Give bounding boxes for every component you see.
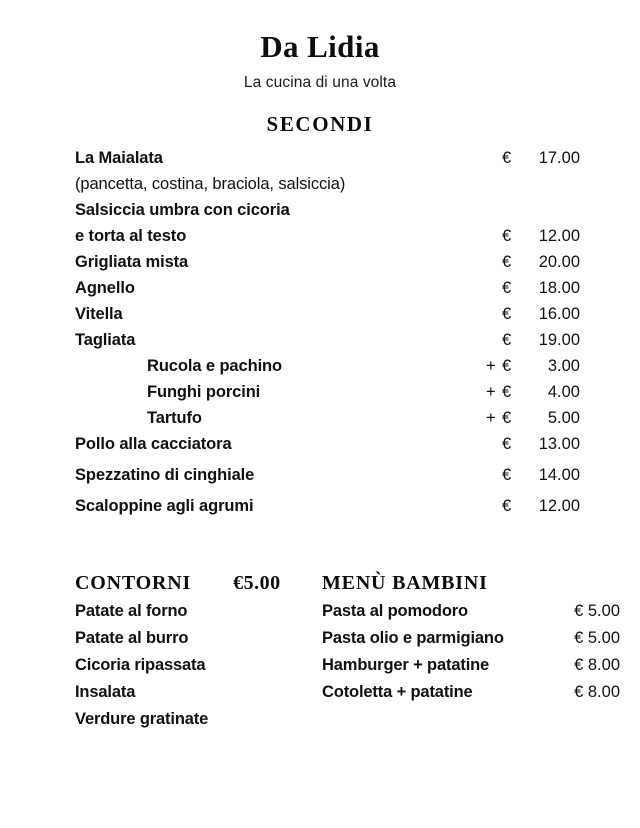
menu-item-name: Salsiccia umbra con cicoria (75, 201, 290, 220)
price-amount: 16.00 (538, 305, 580, 324)
list-item (322, 629, 620, 656)
menu-row (0, 305, 640, 331)
price-amount: 19.00 (538, 331, 580, 350)
menu-item-price (462, 149, 580, 168)
contorni-heading-label: CONTORNI (75, 572, 192, 595)
menu-item-name: Agnello (75, 279, 135, 298)
menu-item-name: Tagliata (75, 331, 136, 350)
price-amount: 13.00 (538, 435, 580, 454)
price-currency-symbol: € (502, 466, 512, 485)
menu-item-name: La Maialata (75, 149, 163, 168)
price-amount: 3.00 (547, 357, 580, 376)
menu-row (0, 331, 640, 357)
menu-row (0, 466, 640, 497)
menu-item-price (462, 253, 580, 272)
list-item-name: Verdure gratinate (75, 710, 209, 729)
list-item-name: Hamburger + patatine (322, 656, 490, 675)
price-amount: 14.00 (538, 466, 580, 485)
price-currency-symbol: € (502, 435, 512, 454)
list-item-price: € 5.00 (574, 629, 620, 648)
price-plus-sign: + (486, 357, 496, 376)
price-currency-symbol: € (502, 331, 512, 350)
menu-item-name: e torta al testo (75, 227, 187, 246)
price-amount: 12.00 (538, 227, 580, 246)
price-currency-symbol: € (502, 227, 512, 246)
list-item (322, 683, 620, 710)
price-amount: 18.00 (538, 279, 580, 298)
contorni-section (75, 572, 322, 737)
menu-item-price (462, 357, 580, 376)
menu-item-price (462, 497, 580, 516)
menu-row (0, 409, 640, 435)
list-item-name: Pasta olio e parmigiano (322, 629, 504, 648)
price-currency-symbol: € (502, 149, 512, 168)
price-amount: 12.00 (538, 497, 580, 516)
list-item-name: Insalata (75, 683, 136, 702)
menu-item-price (462, 435, 580, 454)
list-item-name: Cotoletta + patatine (322, 683, 473, 702)
menu-item-name: Pollo alla cacciatora (75, 435, 232, 454)
list-item (75, 710, 322, 737)
price-currency-symbol: € (502, 305, 512, 324)
price-amount: 5.00 (547, 409, 580, 428)
menu-bambini-section (322, 572, 620, 737)
menu-row (0, 149, 640, 175)
menu-item-price (462, 279, 580, 298)
list-item-name: Patate al forno (75, 602, 188, 621)
price-currency-symbol: € (502, 497, 512, 516)
section-heading-secondi: SECONDI (266, 112, 374, 137)
menu-item-price (462, 305, 580, 324)
price-amount: 4.00 (547, 383, 580, 402)
list-item (75, 629, 322, 656)
menu-row (0, 435, 640, 466)
menu-row (0, 253, 640, 279)
contorni-list (75, 602, 322, 737)
list-item-price: € 5.00 (574, 602, 620, 621)
price-amount: 17.00 (538, 149, 580, 168)
price-amount: 20.00 (538, 253, 580, 272)
price-plus-sign: + (486, 409, 496, 428)
menu-row (0, 175, 640, 201)
menu-row (0, 227, 640, 253)
menu-item-price (462, 409, 580, 428)
list-item (75, 602, 322, 629)
restaurant-name: Da Lidia (260, 29, 380, 64)
price-plus-sign: + (486, 383, 496, 402)
menu-item-name: Funghi porcini (147, 383, 261, 402)
menu-item-name: Vitella (75, 305, 123, 324)
menu-row (0, 383, 640, 409)
menu-masthead (0, 0, 640, 137)
menu-row (0, 201, 640, 227)
menu-item-name: Tartufo (147, 409, 202, 428)
menu-item-name: Grigliata mista (75, 253, 189, 272)
menu-item-name: Scaloppine agli agrumi (75, 497, 254, 516)
contorni-heading (75, 572, 322, 602)
menu-bambini-list (322, 602, 620, 710)
menu-row (0, 357, 640, 383)
menu-item-price (462, 227, 580, 246)
restaurant-tagline: La cucina di una volta (243, 74, 397, 92)
list-item (322, 656, 620, 683)
price-currency-symbol: € (502, 383, 512, 402)
list-item-price: € 8.00 (574, 683, 620, 702)
contorni-heading-price: €5.00 (233, 572, 281, 595)
menu-item-price (462, 331, 580, 350)
list-item-name: Cicoria ripassata (75, 656, 206, 675)
menu-row (0, 497, 640, 528)
list-item (75, 656, 322, 683)
list-item-price: € 8.00 (574, 656, 620, 675)
list-item (322, 602, 620, 629)
list-item-name: Pasta al pomodoro (322, 602, 468, 621)
menu-item-name: (pancetta, costina, braciola, salsiccia) (75, 175, 346, 194)
bottom-sections (0, 572, 640, 737)
menu-item-name: Spezzatino di cinghiale (75, 466, 255, 485)
menu-item-price (462, 466, 580, 485)
list-item-name: Patate al burro (75, 629, 189, 648)
price-currency-symbol: € (502, 253, 512, 272)
menu-row (0, 279, 640, 305)
list-item (75, 683, 322, 710)
menu-item-name: Rucola e pachino (147, 357, 283, 376)
menu-item-price (462, 383, 580, 402)
price-currency-symbol: € (502, 279, 512, 298)
price-currency-symbol: € (502, 357, 512, 376)
menu-bambini-heading-label: MENÙ BAMBINI (322, 572, 488, 595)
price-currency-symbol: € (502, 409, 512, 428)
secondi-list (0, 149, 640, 528)
menu-bambini-heading (322, 572, 620, 602)
